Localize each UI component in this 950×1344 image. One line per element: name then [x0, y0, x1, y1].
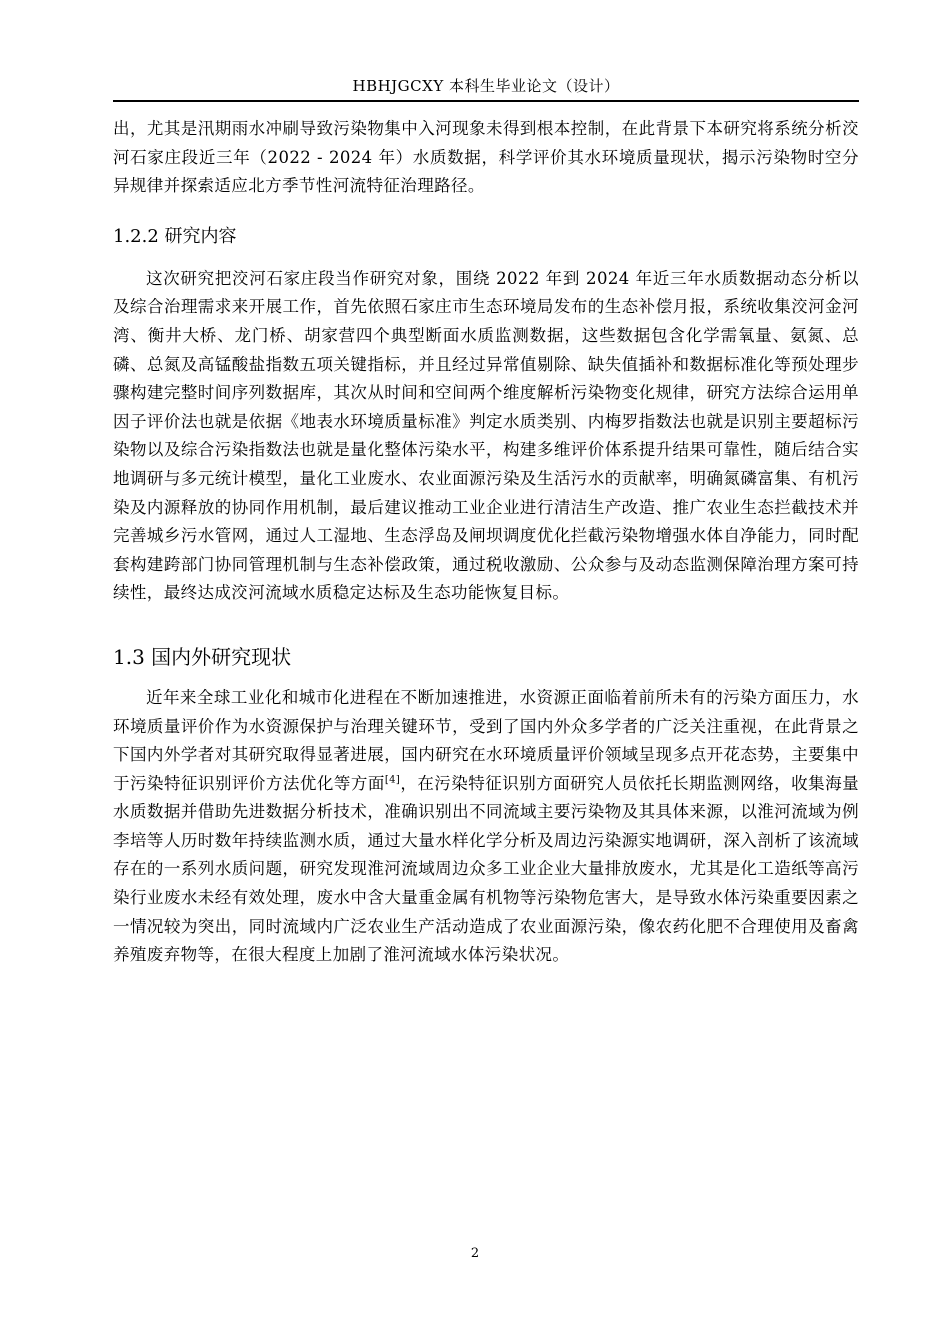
header-title: HBHJGCXY 本科生毕业论文（设计） [352, 77, 620, 95]
research-status-text-part1: 近年来全球工业化和城市化进程在不断加速推进，水资源正面临着前所未有的污染方面压力，水环境质量评价作为水资源保护与治理关键环节，受到了国内外众多学者的广泛关注重视，在此背景之下国内外学者对其研究取得显著进展，国内研究在水环境质量评价领域呈现多点开花态势，主要集中于污染特征识别评价方法优化等方面 [113, 687, 859, 793]
citation-reference: [4] [384, 774, 401, 786]
intro-paragraph: 出，尤其是汛期雨水冲刷导致污染物集中入河现象未得到根本控制，在此背景下本研究将系统分析洨河石家庄段近三年（2022 - 2024 年）水质数据，科学评价其水环境质量现状，揭示污染物时空分异规律并探索适应北方季节性河流特征治理路径。 [113, 119, 859, 196]
section-heading-1-3: 1.3 国内外研究现状 [113, 644, 292, 669]
page-body [113, 115, 859, 970]
research-status-paragraph [113, 684, 859, 970]
research-content-paragraph: 这次研究把洨河石家庄段当作研究对象，围绕 2022 年到 2024 年近三年水质数据动态分析以及综合治理需求来开展工作，首先依照石家庄市生态环境局发布的生态补偿月报，系统收集洨河金河湾、衡井大桥、龙门桥、胡家营四个典型断面水质监测数据，这些数据包含化学需氧量、氨氮、总磷、总氮及高锰酸盐指数五项关键指标，并且经过异常值剔除、缺失值插补和数据标准化等预处理步骤构建完整时间序列数据库，其次从时间和空间两个维度解析污染物变化规律，研究方法综合运用单因子评价法也就是依据《地表水环境质量标准》判定水质类别、内梅罗指数法也就是识别主要超标污染物以及综合污染指数法也就是量化整体污染水平，构建多维评价体系提升结果可靠性，随后结合实地调研与多元统计模型，量化工业废水、农业面源污染及生活污水的贡献率，明确氮磷富集、有机污染及内源释放的协同作用机制，最后建议推动工业企业进行清洁生产改造、推广农业生态拦截技术并完善城乡污水管网，通过人工湿地、生态浮岛及闸坝调度优化拦截污染物增强水体自净能力，同时配套构建跨部门协同管理机制与生态补偿政策，通过税收激励、公众参与及动态监测保障治理方案可持续性，最终达成洨河流域水质稳定达标及生态功能恢复目标。 [113, 268, 859, 603]
section-heading-1-2-2: 1.2.2 研究内容 [113, 225, 237, 247]
page-header [113, 72, 859, 102]
research-status-text-part2: ，在污染特征识别方面研究人员依托长期监测网络，收集海量水质数据并借助先进数据分析技术，准确识别出不同流域主要污染物及其具体来源，以淮河流域为例李培等人历时数年持续监测水质，通过大量水样化学分析及周边污染源实地调研，深入剖析了该流域存在的一系列水质问题，研究发现淮河流域周边众多工业企业大量排放废水，尤其是化工造纸等高污染行业废水未经有效处理，废水中含大量重金属有机物等污染物危害大，是导致水体污染重要因素之一情况较为突出，同时流域内广泛农业生产活动造成了农业面源污染，像农药化肥不合理使用及畜禽养殖废弃物等，在很大程度上加剧了淮河流域水体污染状况。 [113, 773, 859, 965]
page-number: 2 [470, 1246, 480, 1261]
